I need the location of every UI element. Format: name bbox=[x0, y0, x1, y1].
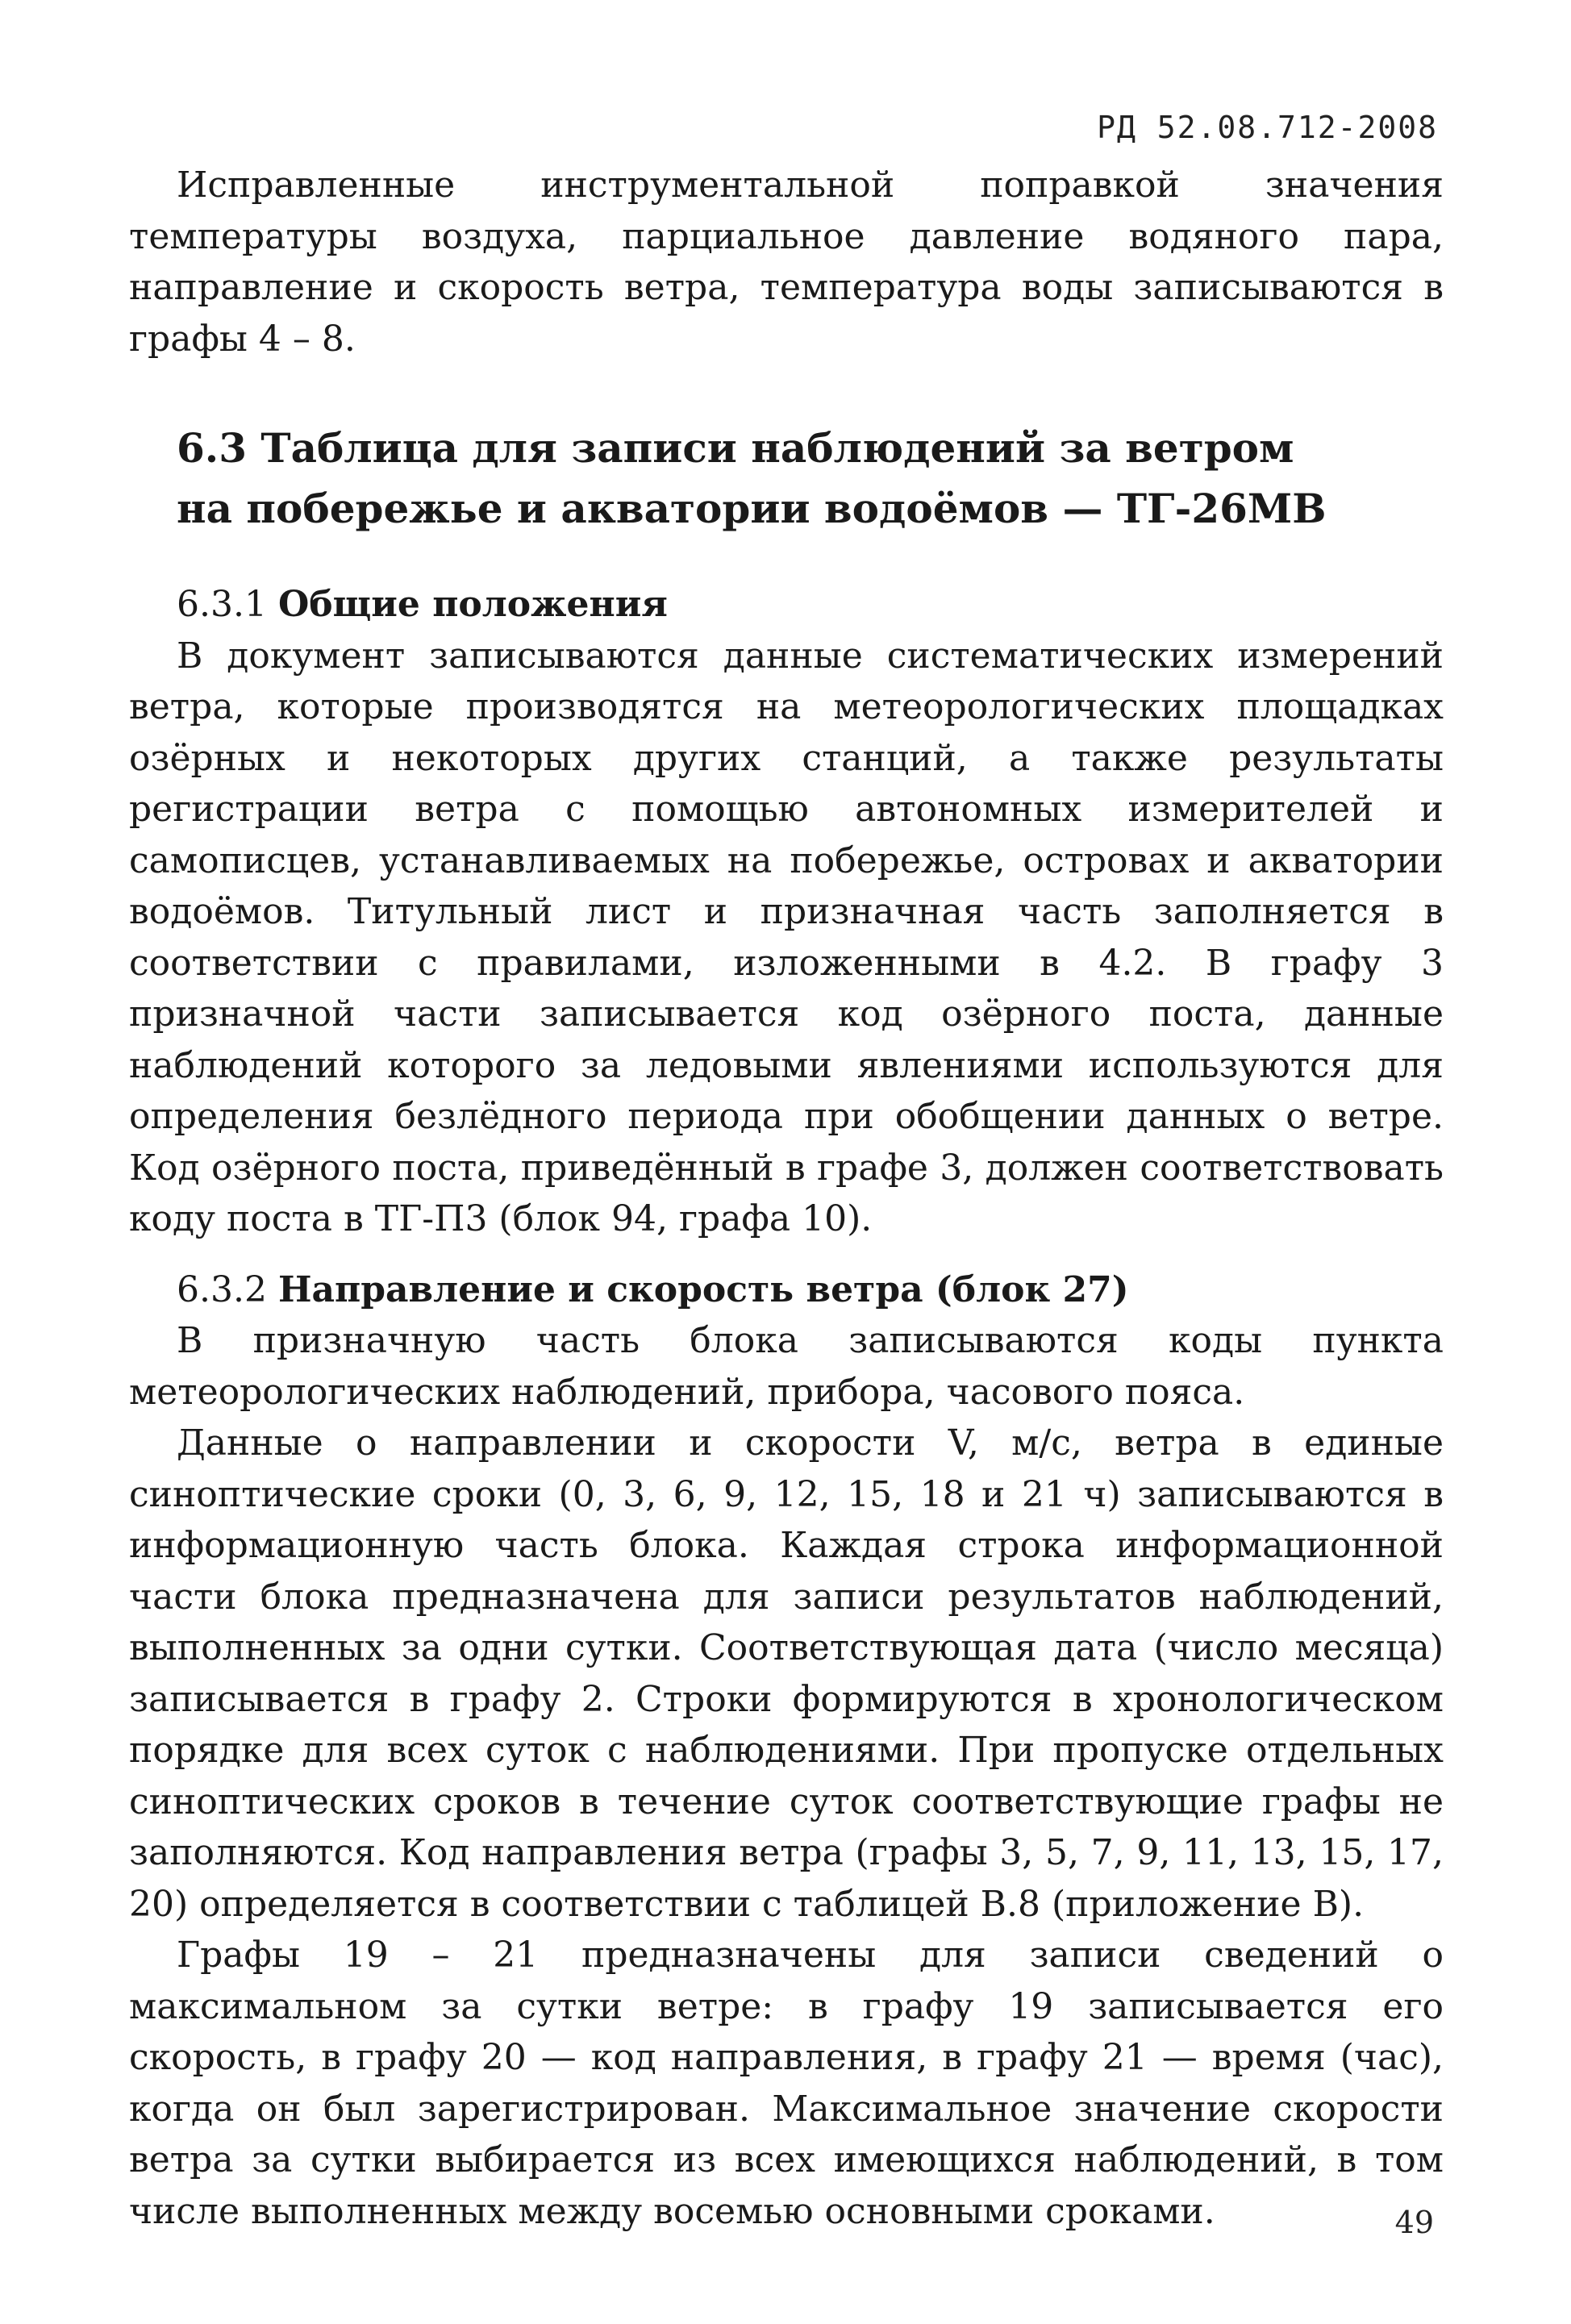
section-heading bbox=[129, 418, 1444, 539]
subsection-1-number: 6.3.1 bbox=[177, 584, 267, 625]
subsection-2-paragraph-1: В призначную часть блока записываются коды пункта метеорологических наблюдений, прибора, часового пояса. bbox=[129, 1320, 1444, 1413]
subsection-2-title: Направление и скорость ветра (блок 27) bbox=[277, 1268, 1129, 1310]
page-content bbox=[129, 160, 1444, 2237]
intro-paragraph: Исправленные инструментальной поправкой значения температуры воздуха, парциальное давление водяного пара, направление и скорость ветра, температура воды записываются в графы 4 – 8. bbox=[129, 165, 1444, 360]
subsection-1-title: Общие положения bbox=[277, 584, 668, 625]
subsection-2-paragraph-3: Графы 19 – 21 предназначены для записи сведений о максимальном за сутки ветре: в графу 19 записывается его скорость, в графу 20 — код направления, в графу 21 — время (час), когда он был зарегистрирован. Максимальное значение скорости ветра за сутки выбирается из всех имеющихся наблюдений, в том числе выполненных между восемью основными сроками. bbox=[129, 1935, 1444, 2232]
page-number: 49 bbox=[1394, 2205, 1434, 2240]
subsection-1-paragraph: В документ записываются данные систематических измерений ветра, которые производятся на метеорологических площадках озёрных и некоторых других станций, а также результаты регистрации ветра с помощью автономных измерителей и самописцев, устанавливаемых на побережье, островах и акватории водоёмов. Титульный лист и призначная часть заполняется в соответствии с правилами, изложенными в 4.2. В графу 3 призначной части записывается код озёрного поста, данные наблюдений которого за ледовыми явлениями используются для определения безлёдного периода при обобщении данных о ветре. Код озёрного поста, приведённый в графе 3, должен соответствовать коду поста в ТГ-П3 (блок 94, графа 10). bbox=[129, 635, 1444, 1239]
section-heading-line1: 6.3 Таблица для записи наблюдений за ветром bbox=[177, 424, 1294, 472]
subsection-1-heading bbox=[129, 579, 1444, 631]
document-code: РД 52.08.712-2008 bbox=[1097, 110, 1438, 145]
subsection-2-heading bbox=[129, 1264, 1444, 1316]
subsection-2-number: 6.3.2 bbox=[177, 1268, 267, 1310]
section-heading-line2: на побережье и акватории водоёмов — ТГ-26МВ bbox=[177, 485, 1327, 532]
subsection-2-paragraph-2: Данные о направлении и скорости V, м/с, ветра в единые синоптические сроки (0, 3, 6, 9, 12, 15, 18 и 21 ч) записываются в информационную часть блока. Каждая строка информационной части блока предназначена для записи результатов наблюдений, выполненных за одни сутки. Соответствующая дата (число месяца) записывается в графу 2. Строки формируются в хронологическом порядке для всех суток с наблюдениями. При пропуске отдельных синоптических сроков в течение суток соответствующие графы не заполняются. Код направления ветра (графы 3, 5, 7, 9, 11, 13, 15, 17, 20) определяется в соответствии с таблицей В.8 (приложение В). bbox=[129, 1422, 1444, 1925]
